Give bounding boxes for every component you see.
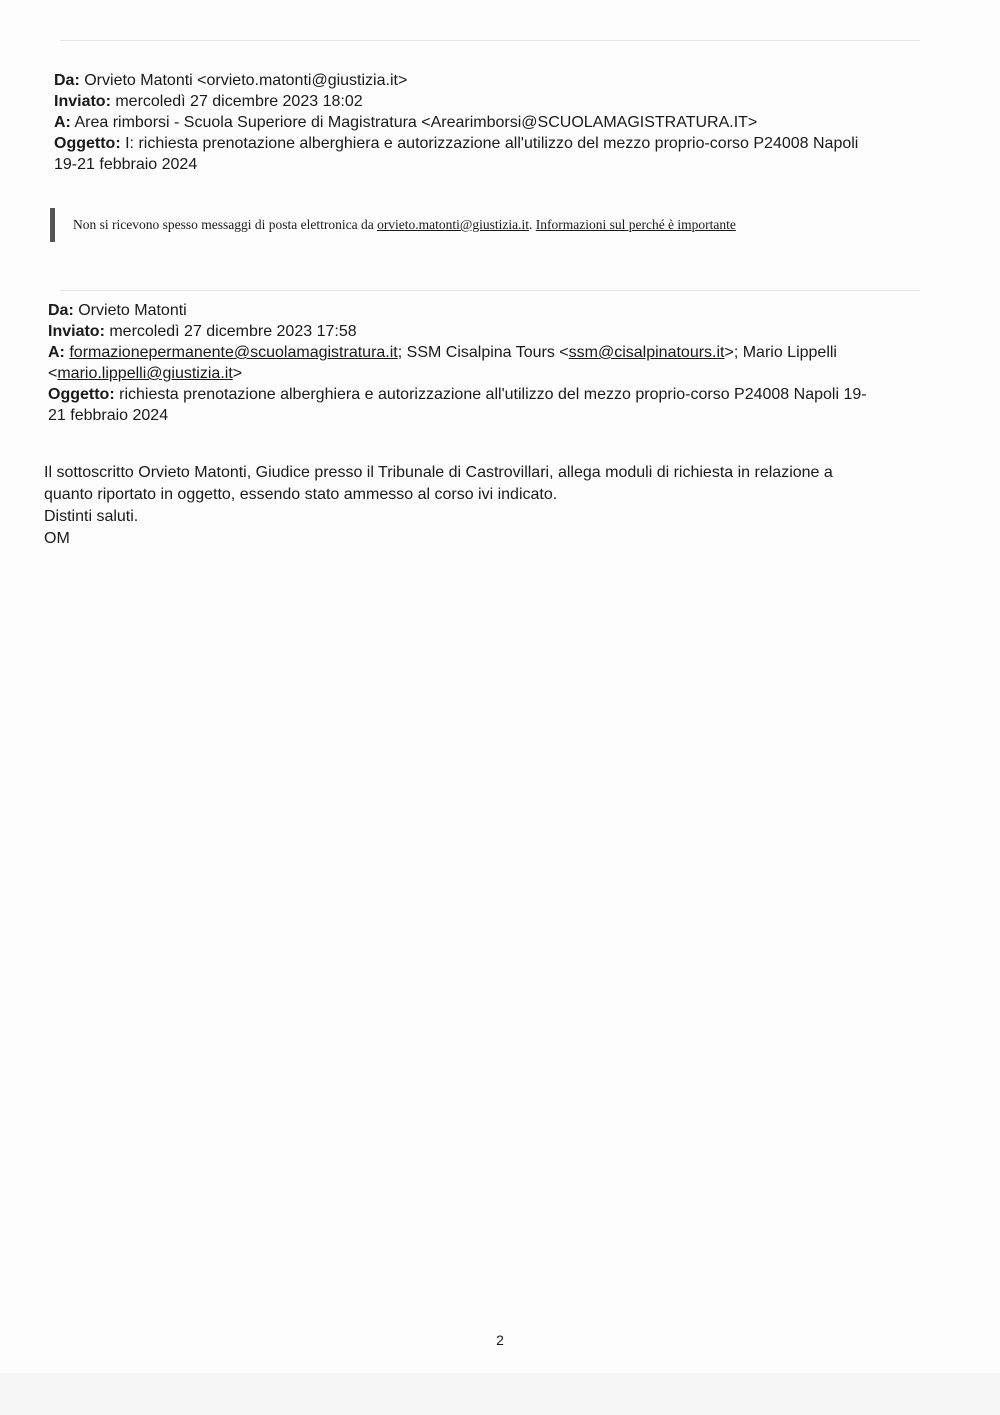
notice-bar (50, 208, 55, 242)
second-to-line-cont (48, 363, 968, 384)
second-subject-cont: 21 febbraio 2024 (48, 407, 169, 424)
second-from-label: Da: (48, 302, 74, 319)
body-line-4: OM (44, 530, 70, 547)
second-from-value: Orvieto Matonti (78, 302, 187, 319)
first-to-value: Area rimborsi - Scuola Superiore di Magistratura <Arearimborsi@SCUOLAMAGISTRATURA.IT> (74, 114, 758, 131)
first-sent-label: Inviato: (54, 93, 111, 110)
notice-text-after: . (528, 217, 536, 232)
second-subject-value: richiesta prenotazione alberghiera e autorizzazione all'utilizzo del mezzo proprio-corso P24008 Napoli 19- (119, 386, 867, 403)
first-subject-value: I: richiesta prenotazione alberghiera e autorizzazione all'utilizzo del mezzo proprio-corso P24008 Napoli (125, 135, 859, 152)
notice-info-link[interactable]: Informazioni sul perché è importante (535, 217, 736, 232)
body-line-3: Distinti saluti. (44, 508, 139, 525)
first-from-line (54, 70, 974, 91)
second-sent-line (48, 321, 968, 342)
second-to-line (48, 342, 968, 363)
second-sent-label: Inviato: (48, 323, 105, 340)
first-from-value: Orvieto Matonti <orvieto.matonti@giustizia.it> (84, 72, 408, 89)
first-subject-line (54, 133, 974, 154)
second-sent-value: mercoledì 27 dicembre 2023 17:58 (109, 323, 357, 340)
notice-text-before: Non si ricevono spesso messaggi di posta elettronica da (73, 217, 378, 232)
first-sent-value: mercoledì 27 dicembre 2023 18:02 (115, 93, 363, 110)
second-subject-line (48, 384, 968, 405)
notice-sender-link[interactable]: orvieto.matonti@giustizia.it (377, 217, 529, 232)
page-number: 2 (496, 1332, 504, 1348)
scan-separator-mid (60, 290, 920, 291)
first-email-header (54, 70, 974, 175)
scan-bottom-band (0, 1373, 1000, 1415)
body-line-1: Il sottoscritto Orvieto Matonti, Giudice presso il Tribunale di Castrovillari, allega moduli di richiesta in relazione a (44, 464, 833, 481)
to-text-open: < (48, 365, 58, 382)
to-text-close: > (232, 365, 243, 382)
notice-text (73, 217, 736, 233)
external-sender-notice (50, 208, 930, 242)
first-from-label: Da: (54, 72, 80, 89)
to-text-cisalpina: ; SSM Cisalpina Tours < (397, 344, 569, 361)
to-link-formazione[interactable]: formazionepermanente@scuolamagistratura.it (69, 344, 398, 361)
body-line-2: quanto riportato in oggetto, essendo stato ammesso al corso ivi indicato. (44, 486, 558, 503)
to-link-cisalpina[interactable]: ssm@cisalpinatours.it (568, 344, 725, 361)
message-body (44, 462, 964, 550)
first-to-label: A: (54, 114, 71, 131)
first-subject-label: Oggetto: (54, 135, 121, 152)
to-link-lippelli[interactable]: mario.lippelli@giustizia.it (57, 365, 233, 382)
first-sent-line (54, 91, 974, 112)
to-text-lippelli: >; Mario Lippelli (724, 344, 837, 361)
second-email-header (48, 300, 968, 426)
first-to-line (54, 112, 974, 133)
second-to-label: A: (48, 344, 65, 361)
second-subject-label: Oggetto: (48, 386, 115, 403)
first-subject-cont: 19-21 febbraio 2024 (54, 156, 198, 173)
second-from-line (48, 300, 968, 321)
scan-separator-top (60, 40, 920, 41)
